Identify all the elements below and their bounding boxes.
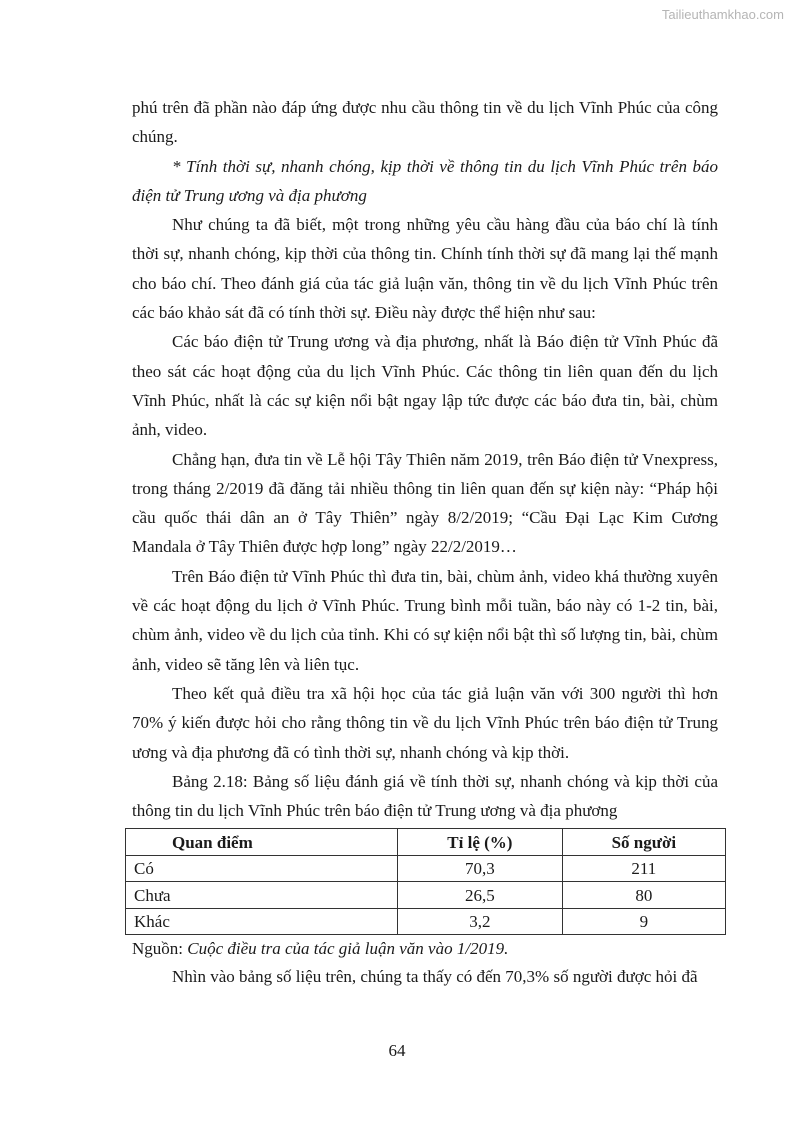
page-content	[132, 93, 718, 992]
watermark: Tailieuthamkhao.com	[661, 7, 784, 22]
column-header-opinion: Quan điểm	[126, 829, 398, 856]
cell-count: 9	[562, 908, 725, 935]
cell-percent: 3,2	[398, 908, 563, 935]
survey-table	[125, 828, 726, 935]
table-row	[126, 882, 726, 909]
cell-opinion: Chưa	[126, 882, 398, 909]
cell-count: 211	[562, 855, 725, 882]
paragraph: Như chúng ta đã biết, một trong những yêu cầu hàng đầu của báo chí là tính thời sự, nhanh chóng, kịp thời của thông tin. Chính tính thời sự đã mang lại thế mạnh cho báo chí. Theo đánh giá của tác giả luận văn, thông tin về du lịch Vĩnh Phúc trên các báo khảo sát đã có tính thời sự. Điều này được thể hiện như sau:	[132, 215, 718, 323]
table-header-row	[126, 829, 726, 856]
source-text: Cuộc điều tra của tác giả luận văn vào 1/2019.	[187, 939, 509, 959]
source-label: Nguồn:	[132, 939, 188, 959]
paragraph: Chẳng hạn, đưa tin về Lễ hội Tây Thiên năm 2019, trên Báo điện tử Vnexpress, trong tháng 2/2019 đã đăng tải nhiều thông tin liên quan đến sự kiện này: “Pháp hội cầu quốc thái dân an ở Tây Thiên” ngày 8/2/2019; “Cầu Đại Lạc Kim Cương Mandala ở Tây Thiên được hợp long” ngày 22/2/2019…	[132, 449, 718, 557]
cell-count: 80	[562, 882, 725, 909]
cell-opinion: Có	[126, 855, 398, 882]
column-header-count: Số người	[562, 829, 725, 856]
table-caption: Bảng 2.18: Bảng số liệu đánh giá về tính thời sự, nhanh chóng và kịp thời của thông tin du lịch Vĩnh Phúc trên báo điện tử Trung ương và địa phương	[132, 771, 718, 821]
table-row	[126, 855, 726, 882]
table-row	[126, 908, 726, 935]
cell-percent: 26,5	[398, 882, 563, 909]
column-header-percent: Tỉ lệ (%)	[398, 829, 563, 856]
paragraph: Nhìn vào bảng số liệu trên, chúng ta thấy có đến 70,3% số người được hỏi đã	[172, 967, 698, 987]
cell-percent: 70,3	[398, 855, 563, 882]
cell-opinion: Khác	[126, 908, 398, 935]
paragraph: Các báo điện tử Trung ương và địa phương, nhất là Báo điện tử Vĩnh Phúc đã theo sát các hoạt động của du lịch Vĩnh Phúc. Các thông tin liên quan đến du lịch Vĩnh Phúc, nhất là các sự kiện nổi bật ngay lập tức được các báo đưa tin, bài, chùm ảnh, video.	[132, 332, 718, 440]
paragraph: Trên Báo điện tử Vĩnh Phúc thì đưa tin, bài, chùm ảnh, video khá thường xuyên về các hoạt động du lịch ở Vĩnh Phúc. Trung bình mỗi tuần, báo này có 1-2 tin, bài, chùm ảnh, video về du lịch của tỉnh. Khi có sự kiện nổi bật thì số lượng tin, bài, chùm ảnh, video sẽ tăng lên và liên tục.	[132, 566, 718, 674]
table-source	[132, 935, 718, 962]
paragraph: Theo kết quả điều tra xã hội học của tác giả luận văn với 300 người thì hơn 70% ý kiến được hỏi cho rằng thông tin về du lịch Vĩnh Phúc trên báo điện tử Trung ương và địa phương đã có tình thời sự, nhanh chóng và kịp thời.	[132, 683, 718, 762]
section-heading: * Tính thời sự, nhanh chóng, kịp thời về thông tin du lịch Vĩnh Phúc trên báo điện tử Trung ương và địa phương	[132, 156, 718, 205]
page-number: 64	[388, 1041, 406, 1060]
paragraph-continued: phú trên đã phần nào đáp ứng được nhu cầu thông tin về du lịch Vĩnh Phúc của công chúng.	[132, 98, 718, 147]
